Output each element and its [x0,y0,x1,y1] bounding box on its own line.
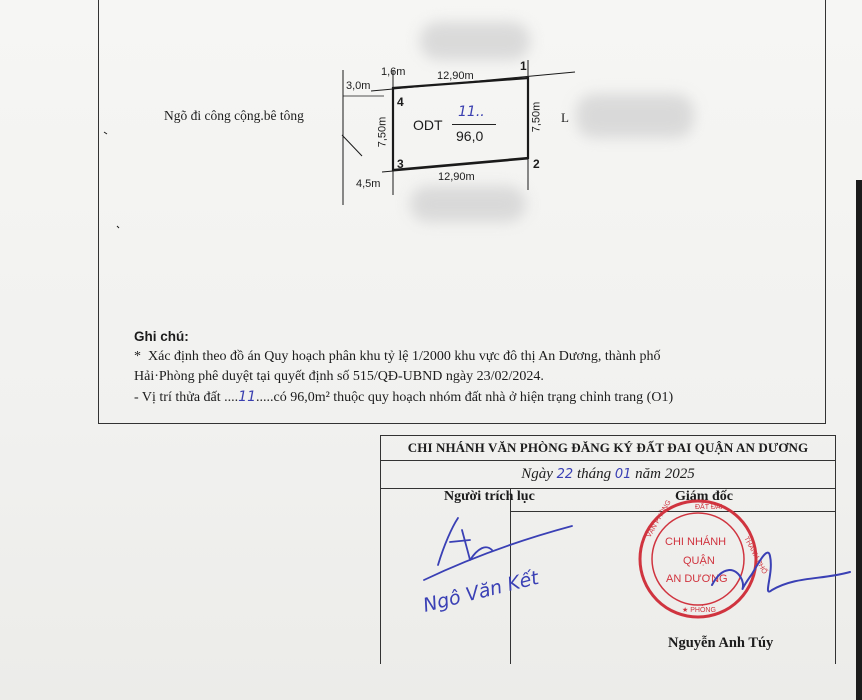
dim-right-vertical: 7,50m [530,101,543,133]
parcel-area: 96,0 [456,128,484,144]
extractor-handwritten-name: Ngô Văn Kết [420,566,541,617]
director-role: Giám đốc [675,489,733,504]
extractor-role: Người trích lục [444,489,535,504]
date-day: 22 [556,467,574,482]
svg-text:VĂN PHÒNG: VĂN PHÒNG [645,499,673,539]
dim-top-small: 1,6m [381,66,406,78]
parcel-number: 11.. [458,104,485,120]
dim-bottom: 12,90m [438,171,475,183]
corner-1: 1 [520,59,527,73]
svg-text:THÀNH PHỐ: THÀNH PHỐ [742,535,768,576]
corner-4: 4 [397,95,404,109]
date-month: 01 [614,467,632,482]
seal-line-2: QUẬN [683,555,715,567]
dim-left-top: 3,0m [346,80,371,92]
office-name: CHI NHÁNH VĂN PHÒNG ĐĂNG KÝ ĐẤT ĐAI QUẬN AN DƯƠNG [381,436,835,461]
svg-text:ĐẤT ĐAI: ĐẤT ĐAI [695,504,723,511]
dim-left-vertical: 7,50m [376,116,389,148]
notes-title: Ghi chú: [134,329,189,344]
road-label: Ngõ đi công cộng.bê tông [164,108,304,123]
svg-text:★ PHÒNG: ★ PHÒNG [682,607,716,614]
notes-line-3-suffix: .....có 96,0m² thuộc quy hoạch nhóm đất nhà ở hiện trạng chỉnh trang (O1) [255,390,674,405]
dim-bottom-left: 4,5m [356,178,381,190]
land-type-label: ODT [413,117,443,133]
notes-line-2: Hải·Phòng phê duyệt tại quyết định số 515/QĐ-UBND ngày 23/02/2024. [134,369,544,384]
right-letter: L [561,110,569,125]
notes-line-1-text: Xác định theo đồ án Quy hoạch phân khu tỷ lệ 1/2000 khu vực đô thị An Dương, thành phố [148,349,661,364]
bullet-icon: * [134,349,141,364]
seal-line-1: CHI NHÁNH [665,536,727,548]
dim-top: 12,90m [437,70,474,82]
date-mid: tháng [576,466,612,482]
seal-line-3: AN DƯƠNG [666,573,728,585]
director-name: Nguyễn Anh Túy [668,635,774,651]
date-suffix: năm 2025 [635,466,695,482]
notes-line-3-parcel: 11 [238,389,256,405]
director-signature [712,553,850,592]
corner-3: 3 [397,157,404,171]
date-prefix: Ngày [521,466,553,482]
corner-2: 2 [533,157,540,171]
notes-line-3-prefix: - Vị trí thửa đất .... [134,390,239,405]
